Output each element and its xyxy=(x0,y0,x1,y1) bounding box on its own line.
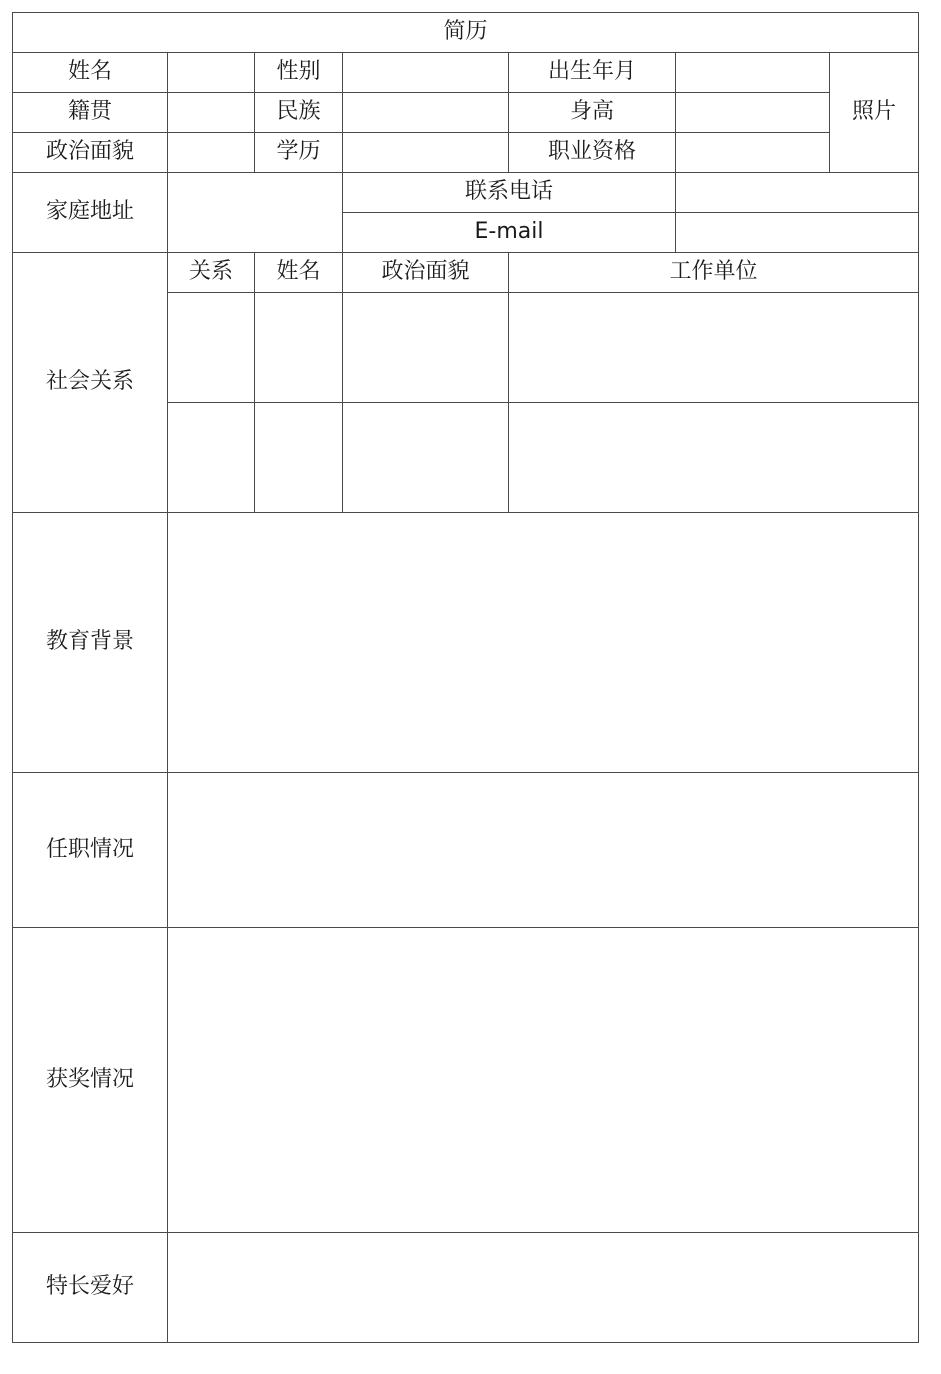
education-label: 学历 xyxy=(255,133,343,173)
hobbies-field[interactable] xyxy=(168,1233,919,1343)
awards-row xyxy=(13,928,919,1233)
social-col-name: 姓名 xyxy=(255,253,343,293)
social-relations-label: 社会关系 xyxy=(13,253,168,513)
name-label: 姓名 xyxy=(13,53,168,93)
height-field[interactable] xyxy=(676,93,830,133)
gender-field[interactable] xyxy=(343,53,509,93)
political-status-field[interactable] xyxy=(168,133,255,173)
social-relation-cell[interactable] xyxy=(168,403,255,513)
awards-label: 获奖情况 xyxy=(13,928,168,1233)
social-relation-cell[interactable] xyxy=(168,293,255,403)
education-field[interactable] xyxy=(343,133,509,173)
social-header-row xyxy=(13,253,919,293)
gender-label: 性别 xyxy=(255,53,343,93)
height-label: 身高 xyxy=(509,93,676,133)
social-workplace-cell[interactable] xyxy=(509,293,919,403)
qualification-label: 职业资格 xyxy=(509,133,676,173)
social-col-relation: 关系 xyxy=(168,253,255,293)
birth-field[interactable] xyxy=(676,53,830,93)
social-col-political: 政治面貌 xyxy=(343,253,509,293)
resume-form xyxy=(12,12,918,1342)
political-status-label: 政治面貌 xyxy=(13,133,168,173)
resume-table xyxy=(12,12,919,1343)
awards-field[interactable] xyxy=(168,928,919,1233)
email-field[interactable] xyxy=(676,213,919,253)
social-political-cell[interactable] xyxy=(343,293,509,403)
positions-label: 任职情况 xyxy=(13,773,168,928)
hobbies-label: 特长爱好 xyxy=(13,1233,168,1343)
phone-field[interactable] xyxy=(676,173,919,213)
phone-label: 联系电话 xyxy=(343,173,676,213)
photo-box[interactable]: 照片 xyxy=(830,53,919,173)
name-field[interactable] xyxy=(168,53,255,93)
social-political-cell[interactable] xyxy=(343,403,509,513)
social-col-workplace: 工作单位 xyxy=(509,253,919,293)
qualification-field[interactable] xyxy=(676,133,830,173)
positions-field[interactable] xyxy=(168,773,919,928)
contact-row-1 xyxy=(13,173,919,213)
title-row xyxy=(13,13,919,53)
birth-label: 出生年月 xyxy=(509,53,676,93)
native-place-field[interactable] xyxy=(168,93,255,133)
basic-row-3 xyxy=(13,133,919,173)
hobbies-row xyxy=(13,1233,919,1343)
address-label: 家庭地址 xyxy=(13,173,168,253)
basic-row-1 xyxy=(13,53,919,93)
address-field[interactable] xyxy=(168,173,343,253)
form-title: 简历 xyxy=(13,13,919,53)
native-place-label: 籍贯 xyxy=(13,93,168,133)
email-label: E-mail xyxy=(343,213,676,253)
education-background-label: 教育背景 xyxy=(13,513,168,773)
social-workplace-cell[interactable] xyxy=(509,403,919,513)
social-name-cell[interactable] xyxy=(255,403,343,513)
education-background-field[interactable] xyxy=(168,513,919,773)
social-name-cell[interactable] xyxy=(255,293,343,403)
education-background-row xyxy=(13,513,919,773)
basic-row-2 xyxy=(13,93,919,133)
positions-row xyxy=(13,773,919,928)
ethnicity-field[interactable] xyxy=(343,93,509,133)
ethnicity-label: 民族 xyxy=(255,93,343,133)
